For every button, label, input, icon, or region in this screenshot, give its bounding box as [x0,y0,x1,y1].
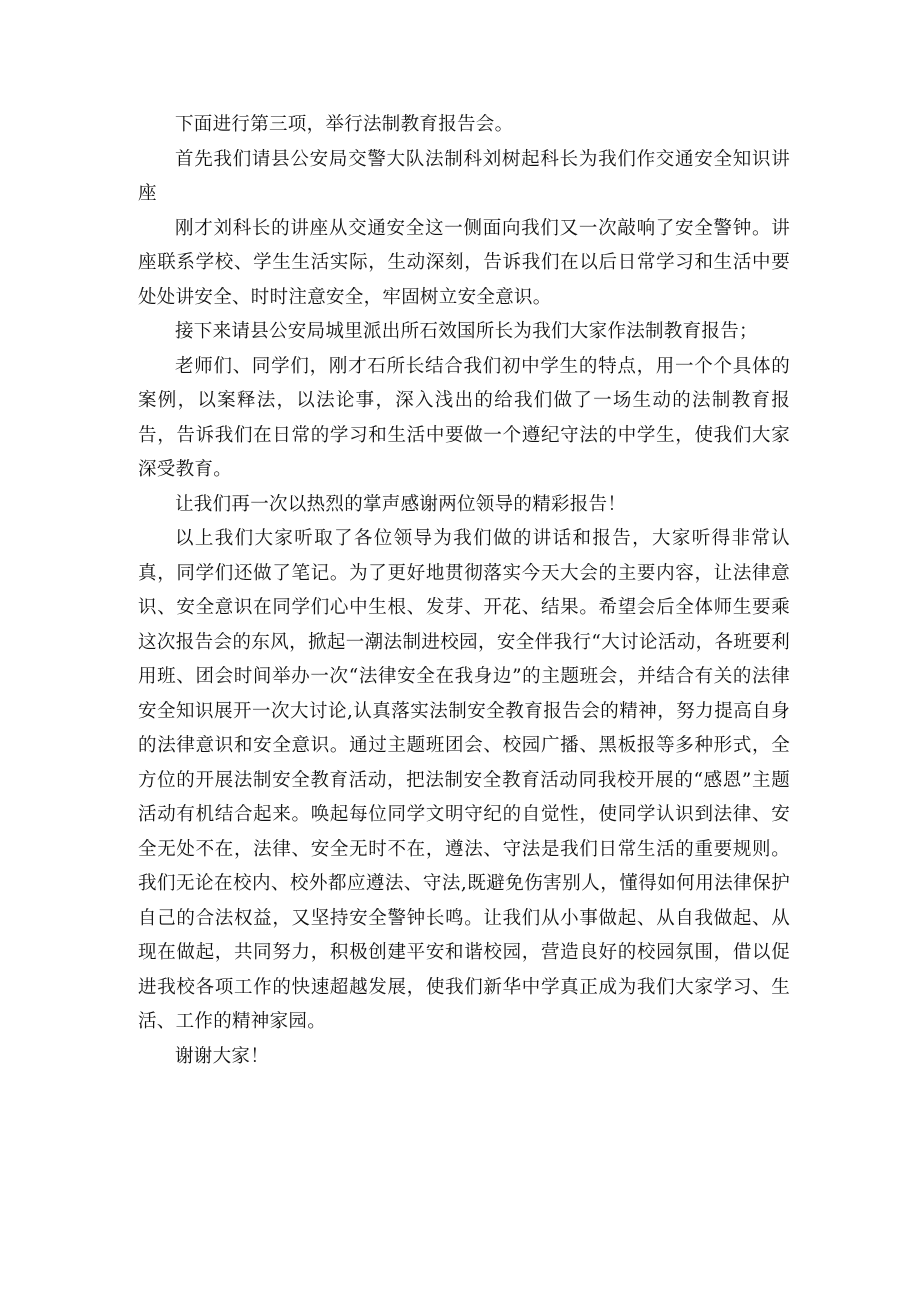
paragraph-thanks: 谢谢大家！ [175,1045,270,1067]
paragraph-traffic-lecture-intro: 首先我们请县公安局交警大队法制科刘树起科长为我们作交通安全知识讲座 [138,148,790,204]
paragraph-traffic-lecture-summary: 刚才刘科长的讲座从交通安全这一侧面向我们又一次敲响了安全警钟。讲座联系学校、学生生活实际，生动深刻，告诉我们在以后日常学习和生活中要处处讲安全、时时注意安全，牢固树立安全意识。 [138,217,790,308]
paragraph-closing-remarks: 以上我们大家听取了各位领导为我们做的讲话和报告，大家听得非常认真，同学们还做了笔记。为了更好地贯彻落实今天大会的主要内容，让法律意识、安全意识在同学们心中生根、发芽、开花、结果。希望会后全体师生要乘这次报告会的东风，掀起一潮法制进校园，安全伴我行“大讨论活动，各班要利用班、团会时间举办一次“法律安全在我身边”的主题班会，并结合有关的法律安全知识展开一次大讨论,认真落实法制安全教育报告会的精神，努力提高自身的法律意识和安全意识。通过主题班团会、校园广播、黑板报等多种形式，全方位的开展法制安全教育活动，把法制安全教育活动同我校开展的“感恩”主题活动有机结合起来。唤起每位同学文明守纪的自觉性，使同学认识到法律、安全无处不在，法律、安全无时不在，遵法、守法是我们日常生活的重要规则。我们无论在校内、校外都应遵法、守法,既避免伤害别人，懂得如何用法律保护自己的合法权益，又坚持安全警钟长鸣。让我们从小事做起、从自我做起、从现在做起，共同努力，积极创建平安和谐校园，营造良好的校园氛围，借以促进我校各项工作的快速超越发展，使我们新华中学真正成为我们大家学习、生活、工作的精神家园。 [138,528,790,1032]
paragraph-legal-report-intro: 接下来请县公安局城里派出所石效国所长为我们大家作法制教育报告； [175,321,758,342]
paragraph-legal-report-summary: 老师们、同学们，刚才石所长结合我们初中学生的特点，用一个个具体的案例，以案释法，以法论事，深入浅出的给我们做了一场生动的法制教育报告，告诉我们在日常的学习和生活中要做一个遵纪守法的中学生，使我们大家深受教育。 [138,355,790,480]
document-body [138,108,790,1074]
paragraph-applause: 让我们再一次以热烈的掌声感谢两位领导的精彩报告！ [175,493,627,515]
paragraph-agenda-item-three: 下面进行第三项，举行法制教育报告会。 [175,114,514,135]
